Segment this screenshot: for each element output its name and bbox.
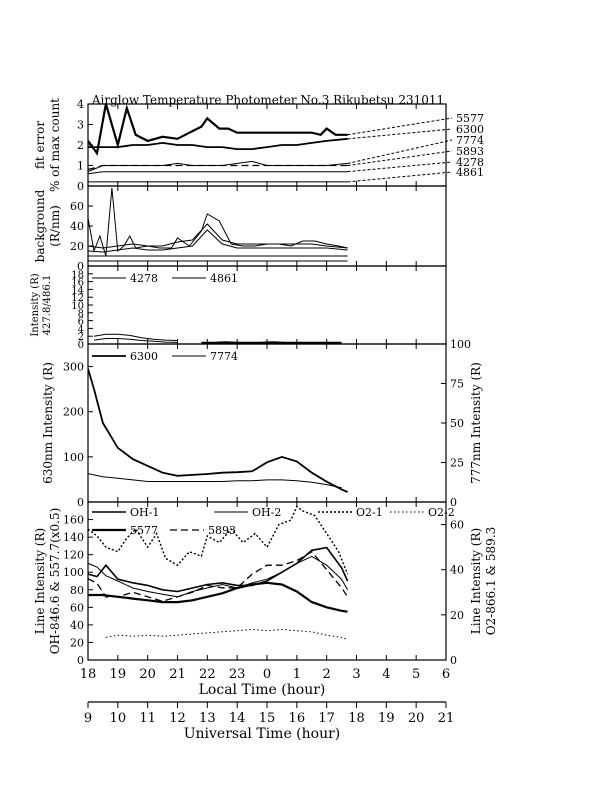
x-axis-label-local: Local Time (hour) (199, 682, 326, 698)
x-tick-label-ut: 20 (408, 711, 425, 726)
series-line-6300 (88, 369, 348, 492)
legend-label-5893: 5893 (208, 524, 236, 537)
callout-leader-6300 (348, 129, 452, 139)
x-tick-label-ut: 17 (318, 711, 335, 726)
y-tick-label-intensity_4278_4861: 8 (78, 309, 84, 320)
y2-tick-label-intensity_6300_7774: 0 (450, 496, 457, 509)
y-tick-label-background: 40 (70, 220, 84, 233)
y2-tick-label-intensity_6300_7774: 75 (450, 378, 464, 391)
y-tick-label-intensity_4278_4861: 6 (78, 317, 84, 328)
y2-tick-label-intensity_6300_7774: 25 (450, 457, 464, 470)
y-tick-label-intensity_4278_4861: 4 (78, 324, 84, 335)
callout-label-7774: 7774 (456, 134, 484, 147)
series-line-6300 (88, 139, 348, 149)
panel-frame-intensity_6300_7774 (88, 344, 446, 502)
panel-frame-background (88, 186, 446, 266)
x-tick-label-local: 23 (229, 667, 246, 682)
x-tick-label-ut: 10 (110, 711, 127, 726)
y-tick-label-background: 60 (70, 200, 84, 213)
x-tick-label-local: 6 (442, 667, 450, 682)
y-tick-label-intensity_6300_7774: 300 (63, 361, 84, 374)
y-tick-label-fit_error: 2 (77, 139, 84, 152)
legend-label-O2-2: O2-2 (428, 506, 455, 519)
callout-leader-7774 (348, 140, 452, 163)
callout-label-5577: 5577 (456, 112, 484, 125)
y2-tick-label-line_intensity: 20 (450, 609, 464, 622)
x-tick-label-ut: 15 (259, 711, 276, 726)
y-axis-label-background: (R/nm) (48, 205, 62, 247)
y-tick-label-intensity_4278_4861: 2 (78, 332, 84, 343)
x-tick-label-local: 2 (323, 667, 331, 682)
y2-tick-label-intensity_6300_7774: 100 (450, 338, 471, 351)
x-tick-label-local: 18 (80, 667, 97, 682)
y-tick-label-intensity_4278_4861: 10 (71, 301, 84, 312)
y-tick-label-fit_error: 1 (77, 160, 84, 173)
y-tick-label-line_intensity: 100 (63, 566, 84, 579)
y2-tick-label-line_intensity: 60 (450, 519, 464, 532)
callout-label-6300: 6300 (456, 123, 484, 136)
x-tick-label-local: 3 (352, 667, 360, 682)
y2-axis-label-line_intensity: Line Intensity (R) (469, 528, 483, 634)
legend-label-OH-2: OH-2 (252, 506, 281, 519)
y-tick-label-background: 20 (70, 240, 84, 253)
y-tick-label-background: 0 (77, 260, 84, 273)
y2-tick-label-line_intensity: 0 (450, 654, 457, 667)
y2-tick-label-intensity_6300_7774: 50 (450, 417, 464, 430)
x-tick-label-local: 19 (110, 667, 127, 682)
series-line-5893 (88, 166, 348, 170)
y-tick-label-line_intensity: 0 (77, 654, 84, 667)
x-tick-label-ut: 13 (199, 711, 216, 726)
y-tick-label-line_intensity: 160 (63, 514, 84, 527)
y-axis-label-intensity_4278_4861: 427.8/486.1 (42, 275, 53, 336)
x-tick-label-local: 1 (293, 667, 301, 682)
y-tick-label-line_intensity: 40 (70, 619, 84, 632)
y-axis-label-line_intensity: OH-846.6 & 557.7(x0.5) (48, 508, 62, 655)
y-tick-label-line_intensity: 20 (70, 636, 84, 649)
x-tick-label-ut: 16 (289, 711, 306, 726)
x-tick-label-ut: 14 (229, 711, 246, 726)
legend-label-7774: 7774 (210, 350, 238, 363)
series-line-bg-2 (88, 224, 348, 248)
y-tick-label-intensity_4278_4861: 16 (71, 278, 84, 289)
chart-title: Airglow Temperature Photometer No.3 Rikubetsu 231011 (91, 93, 444, 107)
y-tick-label-intensity_4278_4861: 14 (71, 285, 84, 296)
y-tick-label-fit_error: 4 (77, 98, 84, 111)
callout-leader-5577 (348, 118, 452, 135)
y-tick-label-intensity_6300_7774: 200 (63, 406, 84, 419)
series-line-4278 (88, 172, 348, 174)
legend-label-5577: 5577 (130, 524, 158, 537)
y2-axis-label-line_intensity: O2-866.1 & 589.3 (484, 527, 498, 636)
x-tick-label-local: 5 (412, 667, 420, 682)
legend-label-4278: 4278 (130, 272, 158, 285)
series-line-bg-1 (88, 188, 348, 256)
y-tick-label-line_intensity: 60 (70, 601, 84, 614)
x-tick-label-local: 4 (382, 667, 390, 682)
series-line-OH-2 (88, 556, 348, 596)
callout-leader-4861 (348, 172, 452, 182)
legend-label-4861: 4861 (210, 272, 238, 285)
y-tick-label-fit_error: 3 (77, 119, 84, 132)
x-tick-label-local: 20 (139, 667, 156, 682)
legend-label-O2-1: O2-1 (356, 506, 383, 519)
y-axis-label-background: background (33, 189, 47, 262)
legend-label-6300: 6300 (130, 350, 158, 363)
y2-tick-label-line_intensity: 40 (450, 564, 464, 577)
series-line-O2-1 (88, 507, 348, 575)
y-tick-label-line_intensity: 120 (63, 549, 84, 562)
x-tick-label-local: 21 (169, 667, 186, 682)
y-axis-label-intensity_6300_7774: 630nm Intensity (R) (41, 362, 55, 484)
x-tick-label-ut: 12 (169, 711, 186, 726)
y-tick-label-intensity_4278_4861: 12 (71, 293, 84, 304)
y-tick-label-fit_error: 0 (77, 180, 84, 193)
series-line-7774 (88, 474, 342, 488)
x-tick-label-ut: 19 (378, 711, 395, 726)
y-tick-label-intensity_4278_4861: 18 (71, 270, 84, 281)
y-axis-label-fit_error: % of max count (48, 98, 62, 192)
x-tick-label-ut: 21 (438, 711, 455, 726)
y-tick-label-intensity_4278_4861: 0 (78, 340, 84, 351)
callout-leader-5893 (348, 151, 452, 166)
x-tick-label-ut: 18 (348, 711, 365, 726)
y2-axis-label-intensity_6300_7774: 777nm Intensity (R) (469, 362, 483, 484)
series-line-7774 (88, 161, 348, 171)
series-line-O2-2 (106, 630, 348, 640)
x-tick-label-local: 22 (199, 667, 216, 682)
y-tick-label-intensity_6300_7774: 0 (77, 496, 84, 509)
y-tick-label-line_intensity: 80 (70, 584, 84, 597)
x-tick-label-ut: 11 (139, 711, 156, 726)
legend-label-OH-1: OH-1 (130, 506, 159, 519)
x-tick-label-ut: 9 (84, 711, 92, 726)
callout-label-4861: 4861 (456, 166, 484, 179)
y-tick-label-line_intensity: 140 (63, 531, 84, 544)
callout-label-4278: 4278 (456, 156, 484, 169)
callout-label-5893: 5893 (456, 145, 484, 158)
y-axis-label-fit_error: fit error (33, 121, 47, 169)
x-tick-label-local: 0 (263, 667, 271, 682)
y-axis-label-intensity_4278_4861: Intensity (R) (30, 273, 41, 336)
y-tick-label-intensity_6300_7774: 100 (63, 451, 84, 464)
x-axis-label-ut: Universal Time (hour) (184, 726, 341, 742)
y-axis-label-line_intensity: Line Intensity (R) (33, 528, 47, 634)
